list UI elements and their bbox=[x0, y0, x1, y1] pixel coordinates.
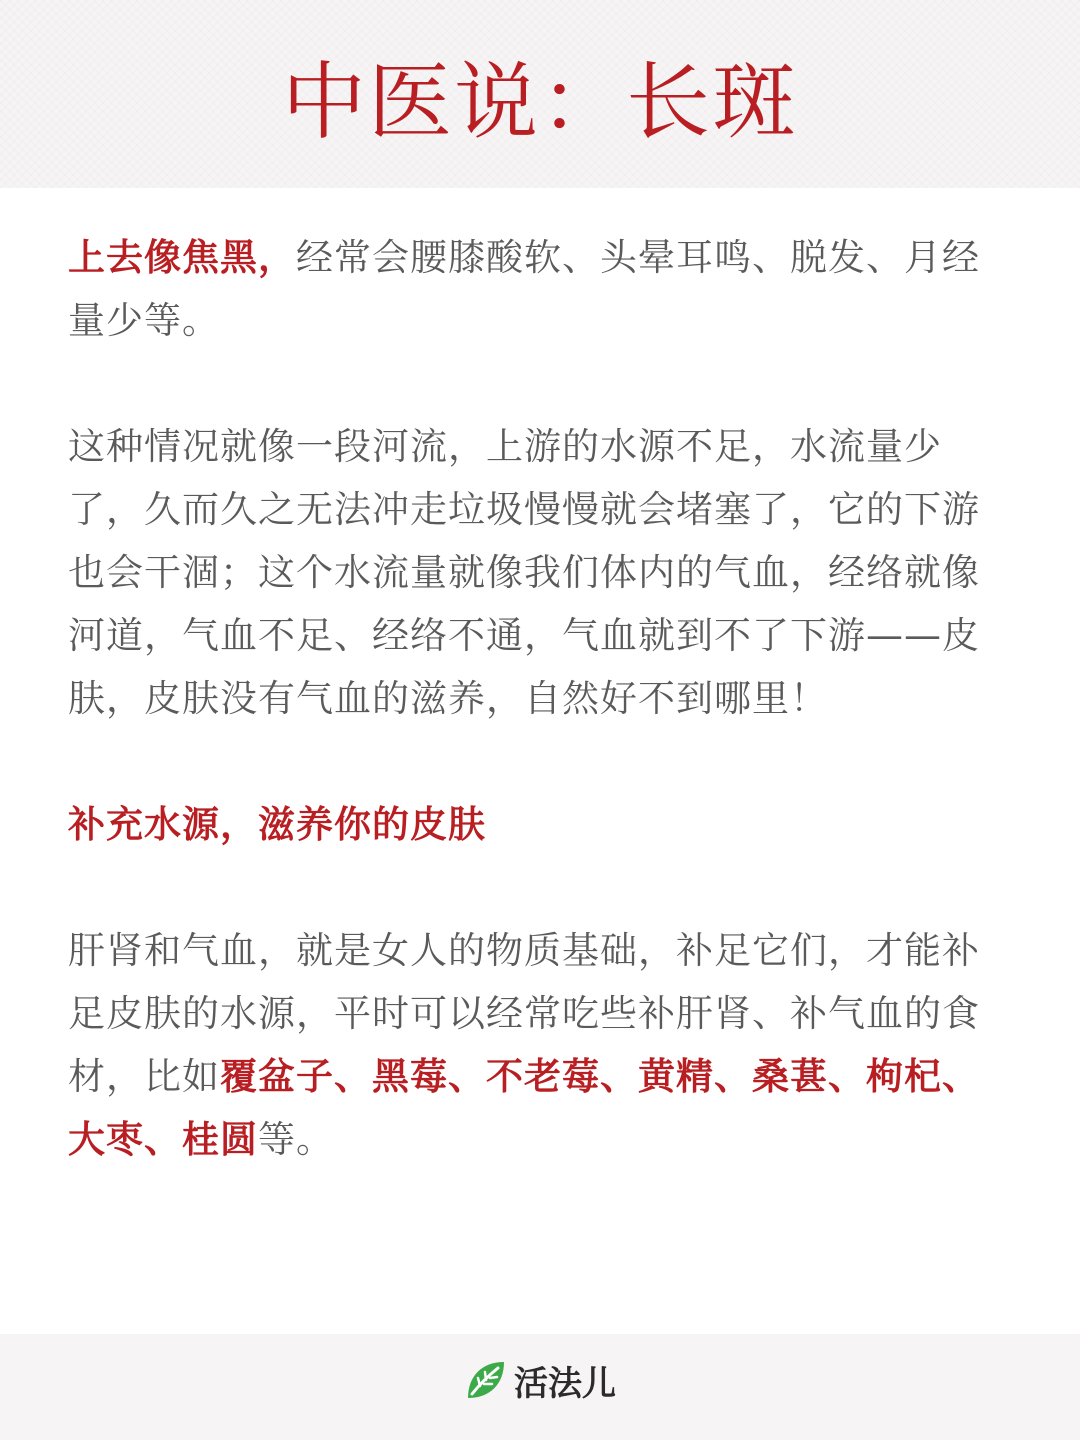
paragraph-3-text: 肝肾和气血，就是女人的物质基础，补足它们，才能补足皮肤的水源，平时可以经常吃些补肝肾、补气血的食材，比如 bbox=[68, 929, 980, 1098]
article-body bbox=[68, 226, 1016, 1234]
footer bbox=[0, 1334, 1080, 1440]
paragraph-1 bbox=[68, 226, 1016, 352]
food-list: 覆盆子、黑莓、不老莓、黄精、桑葚、枸杞、大枣、桂圆 bbox=[68, 1055, 980, 1161]
paragraph-3-end: 等。 bbox=[258, 1118, 334, 1161]
leaf-icon bbox=[464, 1358, 508, 1402]
section-heading: 补充水源，滋养你的皮肤 bbox=[68, 803, 486, 846]
paragraph-1-text: 经常会腰膝酸软、头晕耳鸣、脱发、月经量少等。 bbox=[68, 236, 980, 342]
paragraph-2: 这种情况就像一段河流，上游的水源不足，水流量少了，久而久之无法冲走垃圾慢慢就会堵塞了，它的下游也会干涸；这个水流量就像我们体内的气血，经络就像河道，气血不足、经络不通，气血就到不了下游——皮肤，皮肤没有气血的滋养，自然好不到哪里！ bbox=[68, 425, 980, 720]
brand-name: 活法儿 bbox=[514, 1363, 616, 1404]
paragraph-3 bbox=[68, 919, 1016, 1171]
brand-logo bbox=[464, 1356, 616, 1404]
paragraph-1-highlight: 上去像焦黑， bbox=[68, 236, 296, 279]
header-banner bbox=[0, 0, 1080, 188]
page-title: 中医说：长斑 bbox=[281, 53, 798, 151]
